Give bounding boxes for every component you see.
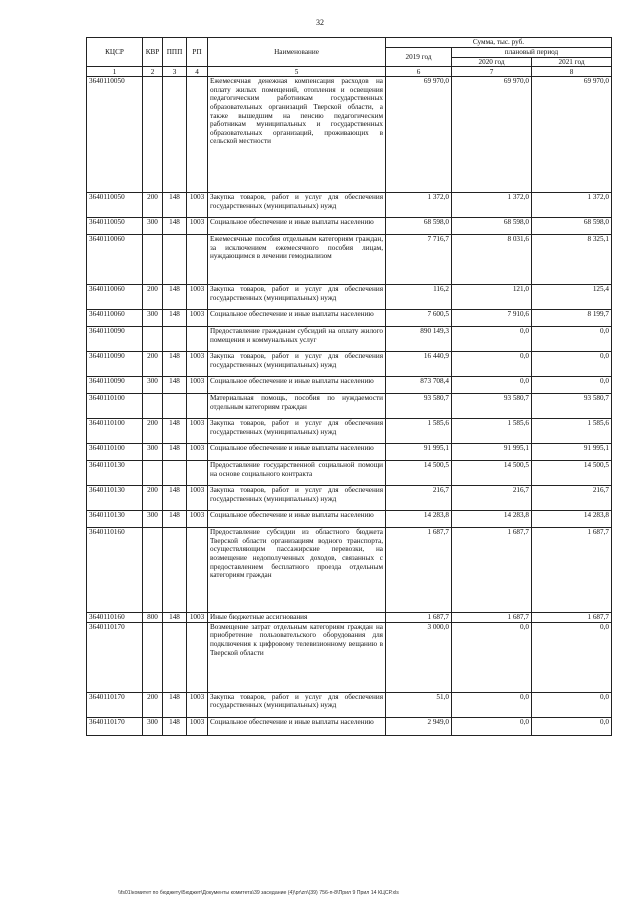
kcsr-cell: 3640110130	[87, 511, 143, 528]
header-kcsr: КЦСР	[87, 38, 143, 67]
rp-cell: 1003	[187, 419, 208, 444]
header-sum: Сумма, тыс. руб.	[386, 38, 612, 48]
amount-2019: 1 687,7	[386, 528, 452, 613]
amount-2020: 1 687,7	[452, 613, 532, 623]
kcsr-cell: 3640110170	[87, 717, 143, 735]
amount-2021: 0,0	[532, 377, 612, 394]
kcsr-cell: 3640110060	[87, 235, 143, 285]
amount-2020: 1 372,0	[452, 193, 532, 218]
ppp-cell: 148	[163, 444, 187, 461]
amount-2021: 1 687,7	[532, 528, 612, 613]
kvr-cell: 200	[143, 692, 163, 717]
amount-2021: 8 199,7	[532, 310, 612, 327]
rp-cell: 1003	[187, 511, 208, 528]
header-plan-period: плановый период	[452, 48, 612, 58]
amount-2021: 0,0	[532, 717, 612, 735]
kcsr-cell: 3640110160	[87, 613, 143, 623]
table-row	[87, 444, 612, 461]
ppp-cell: 148	[163, 352, 187, 377]
ppp-cell: 148	[163, 377, 187, 394]
kcsr-cell: 3640110060	[87, 310, 143, 327]
column-index: 7	[452, 67, 532, 77]
kcsr-cell: 3640110100	[87, 419, 143, 444]
table-row	[87, 310, 612, 327]
kcsr-cell: 3640110130	[87, 461, 143, 486]
rp-cell: 1003	[187, 377, 208, 394]
amount-2019: 3 000,0	[386, 622, 452, 692]
amount-2020: 93 580,7	[452, 394, 532, 419]
header-2020: 2020 год	[452, 57, 532, 67]
table-row	[87, 692, 612, 717]
amount-2020: 0,0	[452, 352, 532, 377]
amount-2019: 216,7	[386, 486, 452, 511]
table-row	[87, 327, 612, 352]
kcsr-cell: 3640110170	[87, 692, 143, 717]
rp-cell	[187, 327, 208, 352]
kvr-cell: 300	[143, 218, 163, 235]
amount-2021: 69 970,0	[532, 77, 612, 193]
table-row	[87, 377, 612, 394]
amount-2019: 93 580,7	[386, 394, 452, 419]
ppp-cell	[163, 528, 187, 613]
ppp-cell	[163, 77, 187, 193]
amount-2020: 1 687,7	[452, 528, 532, 613]
kvr-cell: 300	[143, 717, 163, 735]
name-cell: Социальное обеспечение и иные выплаты населению	[208, 310, 386, 327]
kcsr-cell: 3640110050	[87, 193, 143, 218]
amount-2020: 216,7	[452, 486, 532, 511]
table-row	[87, 419, 612, 444]
amount-2019: 14 283,8	[386, 511, 452, 528]
amount-2019: 2 949,0	[386, 717, 452, 735]
amount-2019: 1 687,7	[386, 613, 452, 623]
amount-2020: 121,0	[452, 285, 532, 310]
kvr-cell	[143, 327, 163, 352]
kvr-cell: 300	[143, 511, 163, 528]
ppp-cell: 148	[163, 692, 187, 717]
kvr-cell: 300	[143, 310, 163, 327]
table-row	[87, 717, 612, 735]
name-cell: Социальное обеспечение и иные выплаты населению	[208, 511, 386, 528]
amount-2019: 16 440,9	[386, 352, 452, 377]
kcsr-cell: 3640110060	[87, 285, 143, 310]
amount-2020: 7 910,6	[452, 310, 532, 327]
name-cell: Закупка товаров, работ и услуг для обеспечения государственных (муниципальных) нужд	[208, 419, 386, 444]
amount-2020: 14 283,8	[452, 511, 532, 528]
table-row	[87, 77, 612, 193]
kvr-cell: 800	[143, 613, 163, 623]
table-header	[87, 38, 612, 77]
amount-2019: 7 600,5	[386, 310, 452, 327]
table-row	[87, 613, 612, 623]
amount-2019: 51,0	[386, 692, 452, 717]
amount-2021: 68 598,0	[532, 218, 612, 235]
amount-2019: 873 708,4	[386, 377, 452, 394]
ppp-cell: 148	[163, 717, 187, 735]
header-2021: 2021 год	[532, 57, 612, 67]
kvr-cell	[143, 622, 163, 692]
amount-2021: 1 585,6	[532, 419, 612, 444]
kvr-cell: 200	[143, 285, 163, 310]
name-cell: Закупка товаров, работ и услуг для обеспечения государственных (муниципальных) нужд	[208, 285, 386, 310]
name-cell: Социальное обеспечение и иные выплаты населению	[208, 444, 386, 461]
rp-cell: 1003	[187, 352, 208, 377]
page-number: 32	[316, 18, 324, 27]
rp-cell: 1003	[187, 444, 208, 461]
kcsr-cell: 3640110090	[87, 327, 143, 352]
ppp-cell: 148	[163, 613, 187, 623]
kcsr-cell: 3640110160	[87, 528, 143, 613]
name-cell: Материальная помощь, пособия по нуждаемости отдельным категориям граждан	[208, 394, 386, 419]
rp-cell: 1003	[187, 692, 208, 717]
rp-cell: 1003	[187, 613, 208, 623]
table-row	[87, 193, 612, 218]
header-rp: РП	[187, 38, 208, 67]
amount-2021: 125,4	[532, 285, 612, 310]
rp-cell: 1003	[187, 193, 208, 218]
ppp-cell	[163, 461, 187, 486]
name-cell: Ежемесячные пособия отдельным категориям граждан, за исключением ежемесячного пособия лицам, нуждающимся в лечении гемодиализом	[208, 235, 386, 285]
amount-2019: 68 598,0	[386, 218, 452, 235]
ppp-cell	[163, 622, 187, 692]
rp-cell: 1003	[187, 218, 208, 235]
amount-2019: 1 372,0	[386, 193, 452, 218]
amount-2021: 1 372,0	[532, 193, 612, 218]
table-row	[87, 486, 612, 511]
kvr-cell: 200	[143, 352, 163, 377]
kcsr-cell: 3640110100	[87, 394, 143, 419]
amount-2020: 0,0	[452, 327, 532, 352]
amount-2021: 0,0	[532, 692, 612, 717]
kcsr-cell: 3640110090	[87, 352, 143, 377]
ppp-cell: 148	[163, 218, 187, 235]
table-row	[87, 394, 612, 419]
ppp-cell	[163, 327, 187, 352]
amount-2021: 14 283,8	[532, 511, 612, 528]
kcsr-cell: 3640110090	[87, 377, 143, 394]
header-ppp: ППП	[163, 38, 187, 67]
amount-2019: 7 716,7	[386, 235, 452, 285]
name-cell: Предоставление гражданам субсидий на оплату жилого помещения и коммунальных услуг	[208, 327, 386, 352]
name-cell: Иные бюджетные ассигнования	[208, 613, 386, 623]
ppp-cell: 148	[163, 419, 187, 444]
table-row	[87, 352, 612, 377]
amount-2021: 14 500,5	[532, 461, 612, 486]
name-cell: Предоставление государственной социальной помощи на основе социального контракта	[208, 461, 386, 486]
column-index: 8	[532, 67, 612, 77]
name-cell: Социальное обеспечение и иные выплаты населению	[208, 377, 386, 394]
amount-2021: 216,7	[532, 486, 612, 511]
ppp-cell	[163, 394, 187, 419]
kvr-cell: 200	[143, 193, 163, 218]
name-cell: Предоставление субсидии из областного бюджета Тверской области организациям водного транспорта, осуществляющим пассажирские перевозки, на возмещение недополученных доходов, связанных с предоставлением бесплатного проезда отдельным категориям граждан	[208, 528, 386, 613]
rp-cell: 1003	[187, 285, 208, 310]
amount-2020: 0,0	[452, 377, 532, 394]
table-body	[87, 77, 612, 736]
amount-2020: 0,0	[452, 717, 532, 735]
amount-2020: 0,0	[452, 622, 532, 692]
kvr-cell	[143, 461, 163, 486]
amount-2021: 91 995,1	[532, 444, 612, 461]
rp-cell: 1003	[187, 486, 208, 511]
budget-table	[86, 37, 612, 736]
footer-file-path: \\fs01\комитет по бюджету\Бюджет\Документы комитета\39 заседание (4)\pr\zn\(39) 756-п-8\Прил 9 Прил 14 КЦСР.xls	[118, 890, 399, 896]
amount-2019: 890 149,3	[386, 327, 452, 352]
table-row	[87, 461, 612, 486]
kvr-cell	[143, 77, 163, 193]
kvr-cell: 200	[143, 419, 163, 444]
amount-2020: 1 585,6	[452, 419, 532, 444]
amount-2021: 93 580,7	[532, 394, 612, 419]
kcsr-cell: 3640110130	[87, 486, 143, 511]
kvr-cell	[143, 235, 163, 285]
rp-cell: 1003	[187, 310, 208, 327]
kcsr-cell: 3640110050	[87, 77, 143, 193]
table-row	[87, 235, 612, 285]
rp-cell	[187, 528, 208, 613]
amount-2019: 14 500,5	[386, 461, 452, 486]
kcsr-cell: 3640110170	[87, 622, 143, 692]
header-name: Наименование	[208, 38, 386, 67]
column-index: 1	[87, 67, 143, 77]
amount-2021: 0,0	[532, 622, 612, 692]
ppp-cell	[163, 235, 187, 285]
amount-2021: 0,0	[532, 352, 612, 377]
name-cell: Закупка товаров, работ и услуг для обеспечения государственных (муниципальных) нужд	[208, 352, 386, 377]
ppp-cell: 148	[163, 486, 187, 511]
ppp-cell: 148	[163, 285, 187, 310]
column-index: 5	[208, 67, 386, 77]
kvr-cell	[143, 528, 163, 613]
header-kvr: КВР	[143, 38, 163, 67]
kvr-cell: 300	[143, 377, 163, 394]
column-index: 4	[187, 67, 208, 77]
table-row	[87, 622, 612, 692]
amount-2020: 91 995,1	[452, 444, 532, 461]
amount-2020: 68 598,0	[452, 218, 532, 235]
kvr-cell: 300	[143, 444, 163, 461]
column-index: 3	[163, 67, 187, 77]
amount-2019: 69 970,0	[386, 77, 452, 193]
header-2019: 2019 год	[386, 48, 452, 67]
name-cell: Закупка товаров, работ и услуг для обеспечения государственных (муниципальных) нужд	[208, 193, 386, 218]
rp-cell	[187, 77, 208, 193]
amount-2020: 0,0	[452, 692, 532, 717]
table-row	[87, 511, 612, 528]
kcsr-cell: 3640110100	[87, 444, 143, 461]
amount-2020: 69 970,0	[452, 77, 532, 193]
name-cell: Социальное обеспечение и иные выплаты населению	[208, 218, 386, 235]
name-cell: Закупка товаров, работ и услуг для обеспечения государственных (муниципальных) нужд	[208, 486, 386, 511]
table-row	[87, 285, 612, 310]
rp-cell	[187, 622, 208, 692]
ppp-cell: 148	[163, 511, 187, 528]
name-cell: Социальное обеспечение и иные выплаты населению	[208, 717, 386, 735]
amount-2021: 0,0	[532, 327, 612, 352]
rp-cell	[187, 235, 208, 285]
amount-2021: 8 325,1	[532, 235, 612, 285]
amount-2021: 1 687,7	[532, 613, 612, 623]
table-row	[87, 528, 612, 613]
kvr-cell	[143, 394, 163, 419]
amount-2019: 1 585,6	[386, 419, 452, 444]
column-index: 6	[386, 67, 452, 77]
name-cell: Закупка товаров, работ и услуг для обеспечения государственных (муниципальных) нужд	[208, 692, 386, 717]
ppp-cell: 148	[163, 310, 187, 327]
rp-cell	[187, 394, 208, 419]
amount-2020: 14 500,5	[452, 461, 532, 486]
ppp-cell: 148	[163, 193, 187, 218]
name-cell: Возмещение затрат отдельным категориям граждан на приобретение пользовательского оборудования для подключения к цифровому телевизионному вещанию в Тверской области	[208, 622, 386, 692]
rp-cell: 1003	[187, 717, 208, 735]
amount-2019: 116,2	[386, 285, 452, 310]
table-row	[87, 218, 612, 235]
kcsr-cell: 3640110050	[87, 218, 143, 235]
name-cell: Ежемесячная денежная компенсация расходов на оплату жилых помещений, отопления и освещения педагогическим работникам государственных образовательных организаций Тверской области, а также вышедшим на пенсию педагогическим работникам муниципальных и государственных образовательных организаций, проживающих в сельской местности	[208, 77, 386, 193]
column-index: 2	[143, 67, 163, 77]
kvr-cell: 200	[143, 486, 163, 511]
rp-cell	[187, 461, 208, 486]
amount-2020: 8 031,6	[452, 235, 532, 285]
amount-2019: 91 995,1	[386, 444, 452, 461]
column-index-row	[87, 67, 612, 77]
